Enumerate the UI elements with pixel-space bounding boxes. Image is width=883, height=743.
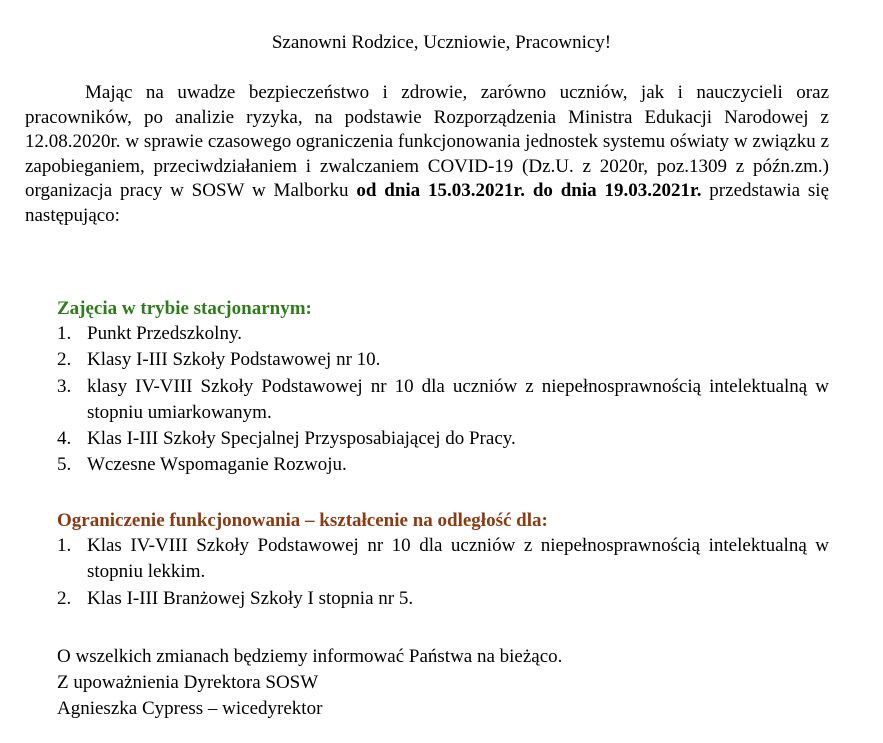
remote-heading: Ograniczenie funkcjonowania – kształcenie na odległość dla:	[57, 510, 548, 531]
stationary-heading: Zajęcia w trybie stacjonarnym:	[57, 298, 312, 319]
list-item-number: 2.	[57, 587, 72, 609]
list-item	[57, 374, 829, 427]
list-item-number: 1.	[57, 323, 72, 344]
list-item	[57, 533, 829, 586]
list-item-number: 3.	[57, 375, 72, 397]
intro-ending: przedstawia się następująco:	[25, 180, 829, 226]
list-item-number: 5.	[57, 454, 72, 476]
footer-signature: Agnieszka Cypress – wicedyrektor	[57, 698, 323, 719]
list-item-text: Klasy I-III Szkoły Podstawowej nr 10.	[87, 349, 381, 371]
footer-info: O wszelkich zmianach będziemy informować Państwa na bieżąco.	[57, 646, 563, 667]
stationary-list	[57, 321, 829, 479]
intro-text: Mając na uwadze bezpieczeństwo i zdrowie, zarówno uczniów, jak i nauczycieli oraz pracowników, po analizie ryzyka, na podstawie Rozporządzenia Ministra Edukacji Narodowej z 12.08.2020r. w sprawie czasowego ograniczenia funkcjonowania jednostek systemu oświaty w związku z zapobieganiem, przeciwdziałaniem i zwalczaniem COVID-19 (Dz.U. z 2020r, poz.1309 z późn.zm.) organizacja pracy w SOSW w Malborku	[25, 82, 829, 202]
footer	[57, 644, 562, 722]
list-item-number: 1.	[57, 535, 72, 556]
list-item	[57, 426, 829, 452]
list-item	[57, 452, 829, 478]
list-item-text: Klas IV-VIII Szkoły Podstawowej nr 10 dla uczniów z niepełnosprawnością intelektualną w stopniu lekkim.	[87, 535, 829, 583]
list-item-text: Wczesne Wspomaganie Rozwoju.	[87, 454, 347, 476]
list-item	[57, 347, 829, 373]
list-item-text: Klas I-III Szkoły Specjalnej Przysposabiającej do Pracy.	[87, 428, 516, 450]
footer-authorization: Z upoważnienia Dyrektora SOSW	[57, 672, 319, 693]
list-item-text: Punkt Przedszkolny.	[87, 323, 242, 344]
intro-dates: od dnia 15.03.2021r. do dnia 19.03.2021r.	[356, 180, 702, 202]
list-item-text: Klas I-III Branżowej Szkoły I stopnia nr 5.	[87, 587, 414, 609]
intro-paragraph	[25, 81, 829, 229]
greeting: Szanowni Rodzice, Uczniowie, Pracownicy!	[271, 32, 612, 53]
list-item-text: klasy IV-VIII Szkoły Podstawowej nr 10 dla uczniów z niepełnosprawnością intelektualną w stopniu umiarkowanym.	[87, 375, 829, 423]
list-item	[57, 586, 829, 612]
remote-list	[57, 533, 829, 612]
list-item-number: 2.	[57, 349, 72, 371]
list-item-number: 4.	[57, 428, 72, 450]
list-item	[57, 321, 829, 347]
